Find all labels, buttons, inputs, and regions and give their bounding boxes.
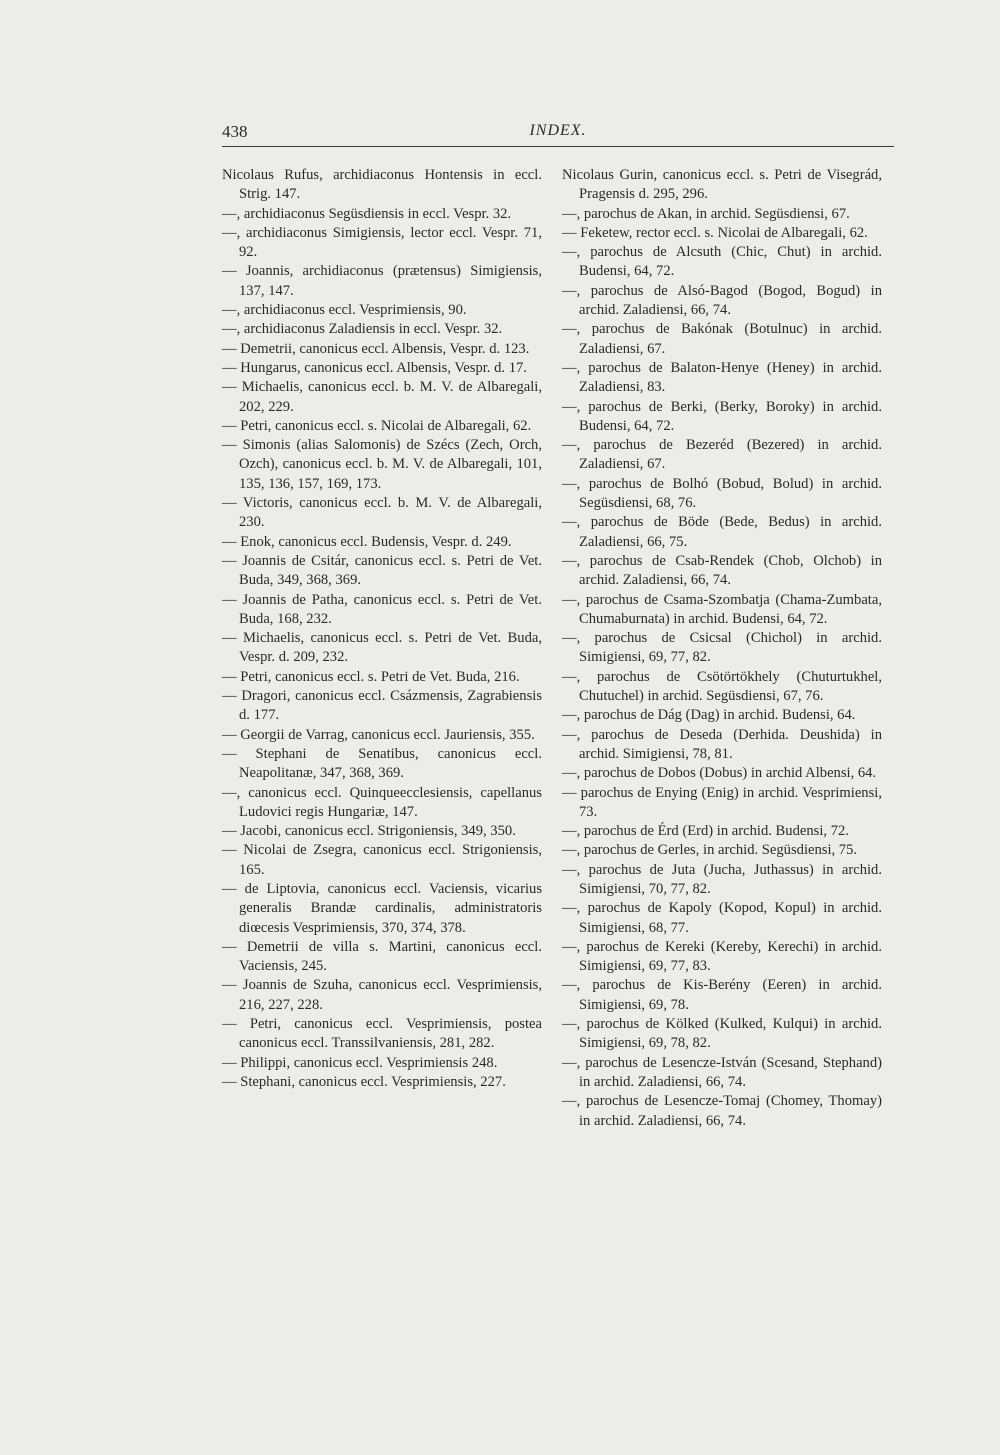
index-entry: — Simonis (alias Salomonis) de Szécs (Zech, Orch, Ozch), canonicus eccl. b. M. V. de Albaregali, 101, 135, 136, 157, 169, 173.	[222, 437, 542, 492]
index-entry: —, parochus de Lesencze-Tomaj (Chomey, Thomay) in archid. Zaladiensi, 66, 74.	[562, 1093, 882, 1129]
index-entry: — Petri, canonicus eccl. s. Petri de Vet. Buda, 216.	[222, 668, 520, 685]
index-entry: —, parochus de Bezeréd (Bezered) in archid. Zaladiensi, 67.	[562, 437, 882, 473]
index-entry: —, parochus de Böde (Bede, Bedus) in archid. Zaladiensi, 66, 75.	[562, 514, 882, 550]
index-entry: —, parochus de Deseda (Derhida. Deushida) in archid. Simigiensi, 78, 81.	[562, 726, 882, 762]
index-entry: — Jacobi, canonicus eccl. Strigoniensis, 349, 350.	[222, 823, 516, 840]
index-entry: — Stephani de Senatibus, canonicus eccl. Neapolitanæ, 347, 368, 369.	[222, 745, 542, 782]
index-entry: — Michaelis, canonicus eccl. s. Petri de Vet. Buda, Vespr. d. 209, 232.	[222, 630, 542, 666]
index-entry: —, parochus de Juta (Jucha, Juthassus) in archid. Simigiensi, 70, 77, 82.	[562, 861, 882, 897]
index-entry: —, parochus de Lesencze-István (Scesand, Stephand) in archid. Zaladiensi, 66, 74.	[562, 1054, 882, 1090]
index-entry: — Georgii de Varrag, canonicus eccl. Jauriensis, 355.	[222, 726, 535, 743]
index-entry: —, parochus de Akan, in archid. Següsdiensi, 67.	[562, 205, 850, 222]
left-column	[222, 166, 542, 1092]
index-entry: — Petri, canonicus eccl. Vesprimiensis, postea canonicus eccl. Transsilvaniensis, 281, 282.	[222, 1016, 542, 1052]
index-entry: —, archidiaconus Zaladiensis in eccl. Vespr. 32.	[222, 321, 503, 338]
index-entry: Nicolaus Gurin, canonicus eccl. s. Petri de Visegrád, Pragensis d. 295, 296.	[562, 167, 882, 203]
index-entry: —, parochus de Bakónak (Botulnuc) in archid. Zaladiensi, 67.	[562, 321, 882, 357]
index-entry: — Feketew, rector eccl. s. Nicolai de Albaregali, 62.	[562, 224, 868, 241]
index-entry: — Demetrii, canonicus eccl. Albensis, Vespr. d. 123.	[222, 340, 530, 357]
index-entry: — Michaelis, canonicus eccl. b. M. V. de Albaregali, 202, 229.	[222, 379, 542, 415]
index-entry: —, parochus de Kereki (Kereby, Kerechi) in archid. Simigiensi, 69, 77, 83.	[562, 938, 882, 975]
index-entry: — Victoris, canonicus eccl. b. M. V. de Albaregali, 230.	[222, 495, 542, 531]
index-entry: — Joannis de Csitár, canonicus eccl. s. Petri de Vet. Buda, 349, 368, 369.	[222, 552, 542, 589]
index-entry: —, parochus de Csab-Rendek (Chob, Olchob) in archid. Zaladiensi, 66, 74.	[562, 552, 882, 589]
index-entry: — Philippi, canonicus eccl. Vesprimiensis 248.	[222, 1054, 498, 1071]
index-entry: —, parochus de Dág (Dag) in archid. Budensi, 64.	[562, 707, 856, 724]
index-entry: —, canonicus eccl. Quinqueecclesiensis, capellanus Ludovici regis Hungariæ, 147.	[222, 784, 542, 820]
index-entry: — Joannis, archidiaconus (prætensus) Simigiensis, 137, 147.	[222, 263, 542, 299]
index-entry: —, parochus de Kapoly (Kopod, Kopul) in archid. Simigiensi, 68, 77.	[562, 900, 882, 936]
index-entry: —, archidiaconus Següsdiensis in eccl. Vespr. 32.	[222, 205, 512, 222]
page-header	[222, 120, 894, 147]
index-entry: —, parochus de Bolhó (Bobud, Bolud) in archid. Següsdiensi, 68, 76.	[562, 475, 882, 512]
index-entry: — Joannis de Patha, canonicus eccl. s. Petri de Vet. Buda, 168, 232.	[222, 591, 542, 627]
index-entry: —, parochus de Kölked (Kulked, Kulqui) in archid. Simigiensi, 69, 78, 82.	[562, 1016, 882, 1052]
index-entry: —, parochus de Balaton-Henye (Heney) in archid. Zaladiensi, 83.	[562, 359, 882, 396]
running-title: INDEX.	[529, 122, 587, 139]
index-entry: —, archidiaconus eccl. Vesprimiensis, 90.	[222, 302, 467, 319]
index-entry: —, parochus de Érd (Erd) in archid. Budensi, 72.	[562, 823, 849, 840]
index-entry: —, archidiaconus Simigiensis, lector eccl. Vespr. 71, 92.	[222, 224, 542, 261]
index-entry: —, parochus de Csicsal (Chichol) in archid. Simigiensi, 69, 77, 82.	[562, 630, 882, 666]
index-entry: — parochus de Enying (Enig) in archid. Vesprimiensi, 73.	[562, 784, 882, 820]
index-entry: — Dragori, canonicus eccl. Csázmensis, Zagrabiensis d. 177.	[222, 688, 542, 724]
index-entry: — Nicolai de Zsegra, canonicus eccl. Strigoniensis, 165.	[222, 842, 542, 878]
right-column	[562, 166, 882, 1131]
index-entry: — Stephani, canonicus eccl. Vesprimiensis, 227.	[222, 1073, 506, 1090]
index-entry: — Petri, canonicus eccl. s. Nicolai de Albaregali, 62.	[222, 417, 532, 434]
index-entry: — Hungarus, canonicus eccl. Albensis, Vespr. d. 17.	[222, 359, 527, 376]
index-entry: —, parochus de Csama-Szombatja (Chama-Zumbata, Chumaburnata) in archid. Budensi, 64, 72.	[562, 591, 882, 627]
index-entry: —, parochus de Alcsuth (Chic, Chut) in archid. Budensi, 64, 72.	[562, 244, 882, 280]
index-entry: —, parochus de Kis-Berény (Eeren) in archid. Simigiensi, 69, 78.	[562, 977, 882, 1013]
index-entry: — Enok, canonicus eccl. Budensis, Vespr. d. 249.	[222, 533, 512, 550]
index-entry: —, parochus de Csötörtökhely (Chuturtukhel, Chutuchel) in archid. Següsdiensi, 67, 76.	[562, 668, 882, 705]
page-number: 438	[222, 122, 248, 141]
index-entry: — Demetrii de villa s. Martini, canonicus eccl. Vaciensis, 245.	[222, 938, 542, 975]
index-entry: —, parochus de Alsó-Bagod (Bogod, Bogud) in archid. Zaladiensi, 66, 74.	[562, 282, 882, 319]
index-entry: —, parochus de Dobos (Dobus) in archid Albensi, 64.	[562, 765, 877, 782]
index-entry: Nicolaus Rufus, archidiaconus Hontensis in eccl. Strig. 147.	[222, 167, 542, 203]
index-entry: — Joannis de Szuha, canonicus eccl. Vesprimiensis, 216, 227, 228.	[222, 977, 542, 1013]
index-entry: — de Liptovia, canonicus eccl. Vaciensis, vicarius generalis Brandæ cardinalis, administratoris diœcesis Vesprimiensis, 370, 374, 378.	[222, 880, 542, 936]
index-entry: —, parochus de Berki, (Berky, Boroky) in archid. Budensi, 64, 72.	[562, 398, 882, 434]
index-entry: —, parochus de Gerles, in archid. Següsdiensi, 75.	[562, 842, 858, 859]
